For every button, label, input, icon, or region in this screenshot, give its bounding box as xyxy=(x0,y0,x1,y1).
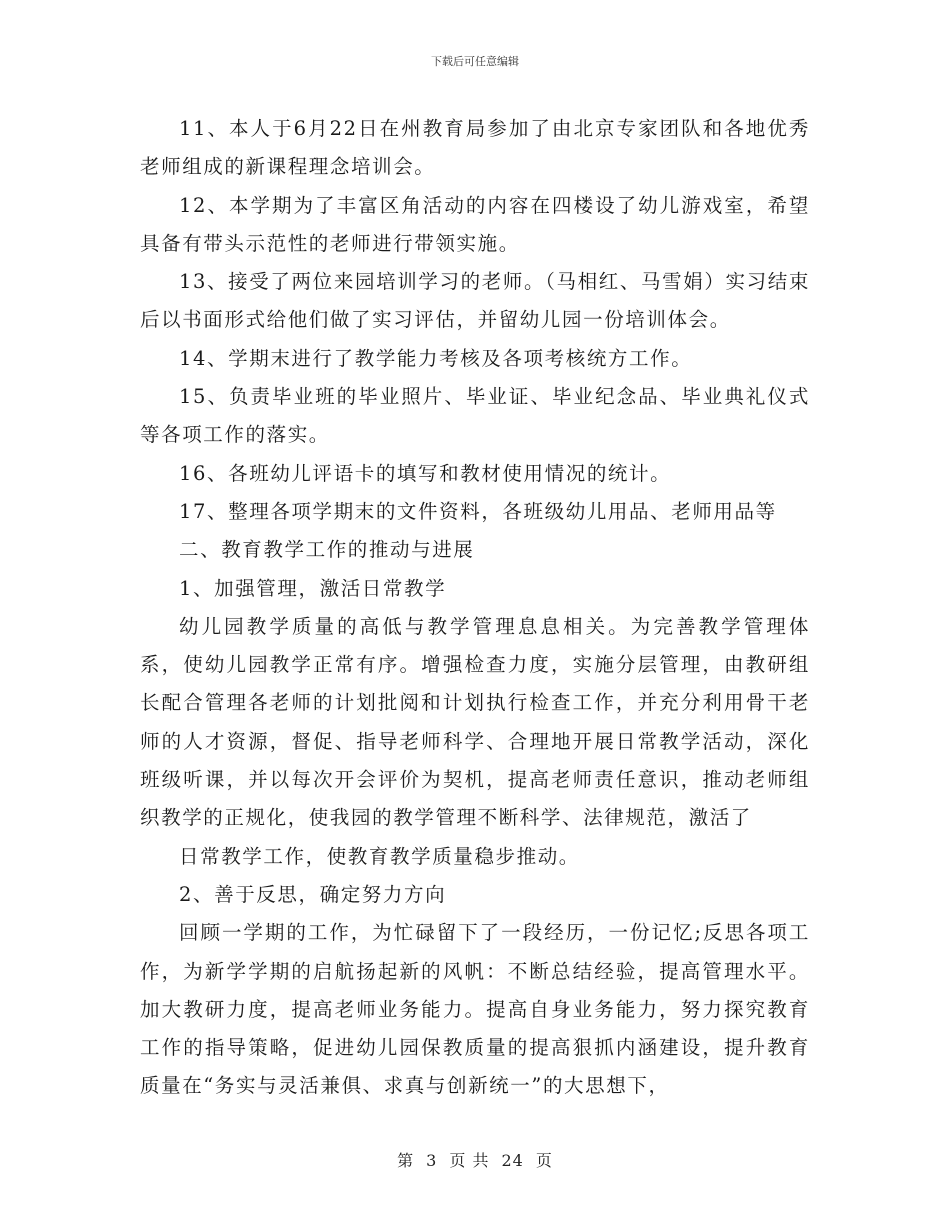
paragraph-management-continued: 日常教学工作，使教育教学质量稳步推动。 xyxy=(179,844,580,868)
subheading-2: 2、善于反思，确定努力方向 xyxy=(179,882,447,906)
paragraph-item-16: 16、各班幼儿评语卡的填写和教材使用情况的统计。 xyxy=(179,461,672,485)
paragraph-reflection: 回顾一学期的工作，为忙碌留下了一段经历，一份记忆;反思各项工作，为新学学期的启航扬起新的风帆：不断总结经验，提高管理水平。加大教研力度，提高老师业务能力。提高自身业务能力，努力探究教育工作的指导策略，促进幼儿园保教质量的提高狠抓内涵建设，提升教育质量在“务实与灵活兼俱、求真与创新统一”的大思想下， xyxy=(140,921,810,1098)
paragraph-item-17: 17、整理各项学期末的文件资料，各班级幼儿用品、老师用品等 xyxy=(179,499,777,523)
paragraph-management: 幼儿园教学质量的高低与教学管理息息相关。为完善教学管理体系，使幼儿园教学正常有序。增强检查力度，实施分层管理，由教研组长配合管理各老师的计划批阅和计划执行检查工作，并充分利用骨干老师的人才资源，督促、指导老师科学、合理地开展日常教学活动，深化班级听课，并以每次开会评价为契机，提高老师责任意识，推动老师组织教学的正规化，使我园的教学管理不断科学、法律规范，激活了 xyxy=(140,614,810,830)
subheading-1: 1、加强管理，激活日常教学 xyxy=(179,576,447,600)
paragraph-item-15: 15、负责毕业班的毕业照片、毕业证、毕业纪念品、毕业典礼仪式等各项工作的落实。 xyxy=(140,385,810,447)
footer-current-page: 3 xyxy=(426,1151,438,1170)
footer-prefix: 第 xyxy=(397,1151,415,1170)
document-body xyxy=(140,110,810,1106)
footer-middle: 页 共 xyxy=(449,1151,490,1170)
footer-total-pages: 24 xyxy=(501,1151,524,1170)
paragraph-item-14: 14、学期末进行了教学能力考核及各项考核统方工作。 xyxy=(179,346,693,370)
page-footer xyxy=(0,1148,950,1171)
paragraph-item-12: 12、本学期为了丰富区角活动的内容在四楼设了幼儿游戏室，希望具备有带头示范性的老师进行带领实施。 xyxy=(140,193,810,255)
paragraph-item-13: 13、接受了两位来园培训学习的老师。（马相红、马雪娟）实习结束后以书面形式给他们做了实习评估，并留幼儿园一份培训体会。 xyxy=(140,270,810,332)
page-header-note: 下载后可任意编辑 xyxy=(431,55,519,68)
section-heading-2: 二、教育教学工作的推动与进展 xyxy=(179,538,475,562)
footer-suffix: 页 xyxy=(535,1151,553,1170)
paragraph-item-11: 11、本人于6月22日在州教育局参加了由北京专家团队和各地优秀老师组成的新课程理念培训会。 xyxy=(140,117,810,179)
